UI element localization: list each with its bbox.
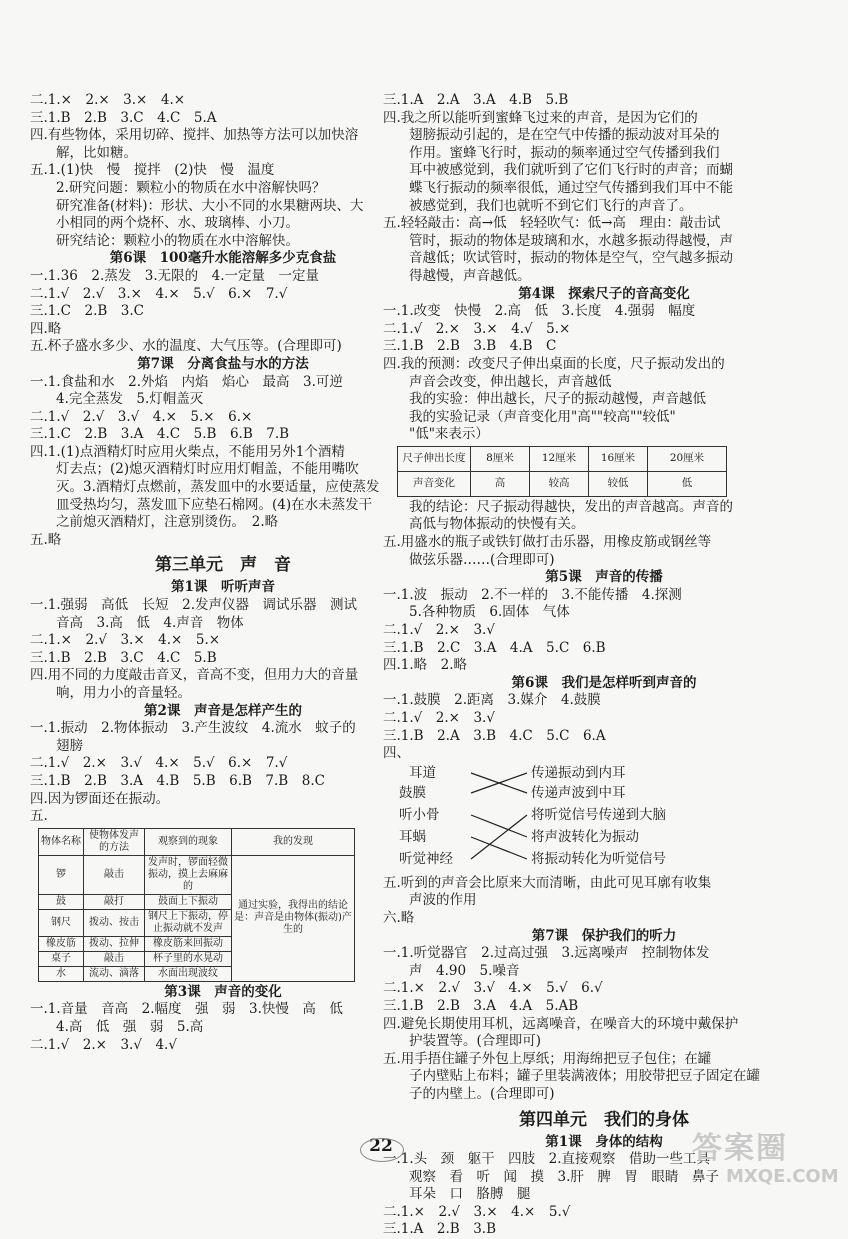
answer-line: 我的结论：尺子振动得越快，发出的声音越高。声音的 — [409, 498, 733, 515]
table-cell: 橡皮筋来回振动 — [145, 936, 232, 951]
answer-line: 一.1.36 2.蒸发 3.无限的 4.一定量 一定量 — [30, 267, 319, 284]
unit-heading: 第四单元 我们的身体 — [519, 1109, 689, 1130]
answer-line: 四.避免长期使用耳机，远离噪音，在噪音大的环境中戴保护 — [383, 1015, 739, 1032]
answer-line: 二.1.× 2.√ 3.× 4.× 5.× — [30, 632, 221, 649]
answer-line: 一.1.音量 音高 2.幅度 强 弱 3.快慢 高 低 — [30, 1001, 343, 1018]
pitch-record-table — [397, 446, 727, 497]
lesson-heading: 第5课 声音的传播 — [545, 569, 663, 586]
page-number: 22 — [364, 1136, 398, 1162]
match-line — [471, 837, 527, 859]
answer-line: 作用。蜜蜂飞行时，振动的频率通过空气传播到我们 — [409, 144, 720, 161]
answer-line: 二.1.√ 2.× 3.× 4.√ 5.× — [383, 320, 571, 337]
match-right-item: 将声波转化为振动 — [531, 828, 639, 845]
table-cell: 钢尺上下振动，停止振动就不发声 — [145, 909, 232, 936]
answer-line: 灭。3.酒精灯点燃前，蒸发皿中的水要适量，应使蒸发 — [56, 479, 380, 496]
answer-line: 三.1.B 2.B 3.B 4.B C — [383, 338, 557, 355]
table-cell: 拨动、按击 — [84, 909, 145, 936]
lesson-heading: 第6课 我们是怎样听到声音的 — [511, 674, 697, 691]
answer-line: 音高 3.高 低 4.声音 物体 — [56, 614, 244, 631]
answer-line: 二.1.× 2.× 3.× 4.× — [30, 92, 186, 108]
answer-line: 五.听到的声音会比原来大而清晰，由此可见耳廓有收集 — [383, 874, 712, 891]
answer-line: 二.1.× 2.√ 3.× 4.× 5.√ — [383, 1203, 571, 1220]
table-cell: 16厘米 — [589, 446, 648, 471]
answer-line: 声音会改变，伸出越长，声音越低 — [409, 373, 612, 390]
answer-line: 我的实验：伸出越长，尺子的振动越慢，声音越低 — [409, 391, 706, 408]
answer-line: 五.轻轻敲击：高→低 轻轻吹气：低→高 理由：敲击试 — [383, 215, 721, 232]
match-right-item: 将振动转化为听觉信号 — [531, 850, 666, 867]
answer-line: 二.1.√ 2.√ 3.× 4.× 5.√ 6.× 7.√ — [30, 285, 288, 302]
answer-line: 六.略 — [383, 909, 415, 926]
answer-line: 研究准备(材料)：形状、大小不同的水果糖两块、大 — [56, 197, 364, 214]
answer-line: 高低与物体振动的快慢有关。 — [409, 516, 585, 533]
table-cell: 钢尺 — [39, 909, 84, 936]
match-left-item: 鼓膜 — [399, 784, 426, 801]
answer-line: 皿受热均匀，蒸发皿下应垫石棉网。(4)在水未蒸发干 — [56, 496, 373, 513]
answer-line: 蝶飞行振动的频率很低，通过空气传播到我们耳中不能 — [409, 179, 733, 196]
answer-line: 五.略 — [30, 531, 62, 548]
answer-line: 一.1.食盐和水 2.外焰 内焰 焰心 最高 3.可逆 — [30, 373, 343, 390]
table-cell: 桌子 — [39, 951, 84, 966]
match-right-item: 传递振动到内耳 — [531, 764, 626, 781]
answer-line: 五.用手捂住罐子外包上厚纸；用海绵把豆子包住；在罐 — [383, 1050, 712, 1067]
table-cell: 较高 — [530, 471, 589, 496]
table-cell: 低 — [648, 471, 727, 496]
match-left-item: 耳蜗 — [399, 828, 426, 845]
table-cell-finding: 通过实验，我得出的结论是：声音是由物体(振动)产生的 — [232, 855, 355, 981]
answer-line: 耳中被感觉到，我们就听到了它们飞行时的声音；而蝴 — [409, 162, 733, 179]
table-cell: 橡皮筋 — [39, 936, 84, 951]
table-header-row — [39, 828, 355, 855]
answer-line: 音越低；吹试管时，振动的物体是空气，空气越多振动 — [409, 250, 733, 267]
answer-line: 一.1.听觉器官 2.过高过强 3.远离噪声 控制物体发 — [383, 945, 710, 962]
match-left-item: 听觉神经 — [399, 850, 453, 867]
answer-line: 耳朵 口 胳膊 腿 — [409, 1186, 531, 1203]
answer-line: 三.1.B 2.B 3.A 4.B 5.B 6.B 7.B 8.C — [30, 772, 325, 789]
match-right-item: 传递声波到中耳 — [531, 784, 626, 801]
answer-line: 翅膀振动引起的，是在空气中传播的振动波对耳朵的 — [409, 127, 720, 144]
answer-line: 三.1.B 2.A 3.B 4.C 5.C 6.A — [383, 727, 606, 744]
answer-line: 之前熄灭酒精灯，注意别烫伤。 2.略 — [56, 514, 279, 531]
answer-line: 二.1.√ 2.× 3.√ — [383, 622, 495, 639]
answer-line: 护装置等。(合理即可) — [409, 1033, 542, 1050]
table-cell: 水面出现波纹 — [145, 966, 232, 981]
answer-line: 三.1.B 2.B 3.A 4.A 5.AB — [383, 997, 579, 1014]
watermark-title: 答案圈 — [692, 1131, 788, 1166]
left-column — [30, 92, 416, 1054]
answer-line: 三.1.B 2.C 3.A 4.A 5.C 6.B — [383, 639, 606, 656]
unit-heading: 第三单元 声 音 — [155, 555, 291, 576]
table-header-cell: 物体名称 — [39, 828, 84, 855]
answer-line: 五.杯子盛水多少、水的温度、大气压等。(合理即可) — [30, 338, 342, 355]
answer-line: 翅膀 — [56, 737, 83, 754]
table-cell: 敲打 — [84, 894, 145, 909]
lesson-heading: 第3课 声音的变化 — [164, 983, 282, 1000]
answer-line: 三.1.B 2.B 3.C 4.C 5.A — [30, 109, 217, 126]
table-header-cell: 我的发现 — [232, 828, 355, 855]
answer-line: 四.1.略 2.略 — [383, 657, 468, 674]
answer-line: 二.1.√ 2.× 3.√ — [383, 710, 495, 726]
answer-line: 四.有些物体，采用切碎、搅拌、加热等方法可以加快溶 — [30, 127, 359, 144]
answer-line: 一.1.头 颈 躯干 四肢 2.直接观察 借助一些工具 — [383, 1151, 711, 1168]
table-cell: 20厘米 — [648, 446, 727, 471]
answer-line: 四.我的预测：改变尺子伸出桌面的长度，尺子振动发出的 — [383, 355, 725, 372]
answer-line: 四.因为锣面还在振动。 — [30, 790, 170, 807]
table-cell: 敲击 — [84, 951, 145, 966]
answer-line: 一.1.波 振动 2.不一样的 3.不能传播 4.探测 — [383, 586, 682, 603]
answer-line: 4.完全蒸发 5.灯帽盖灭 — [56, 391, 204, 408]
answer-line: 五.用盛水的瓶子或铁钉做打击乐器，用橡皮筋或钢丝等 — [383, 534, 712, 551]
table-cell: 锣 — [39, 855, 84, 894]
table-cell: 8厘米 — [471, 446, 530, 471]
match-line — [471, 815, 527, 859]
answer-line: 四、 — [383, 745, 410, 762]
answer-line: 二.1.√ 2.× 3.√ 4.√ — [30, 1036, 177, 1053]
lesson-heading: 第1课 听听声音 — [171, 579, 275, 596]
table-cell: 水 — [39, 966, 84, 981]
answer-line: 一.1.强弱 高低 长短 2.发声仪器 调试乐器 测试 — [30, 597, 358, 614]
lesson-heading: 第7课 分离食盐与水的方法 — [137, 355, 309, 372]
answer-line: 声波的作用 — [409, 892, 477, 909]
table-cell: 发声时，锣面轻微振动，摸上去麻麻的 — [145, 855, 232, 894]
answer-line: 二.1.√ 2.× 3.√ 4.× 5.√ 6.× 7.√ — [30, 755, 288, 772]
answer-line: 观察 看 听 闻 摸 3.肝 脾 胃 眼睛 鼻子 — [409, 1168, 719, 1185]
watermark-url: MXQE.COM — [726, 1166, 839, 1187]
answer-line: 四.用不同的力度敲击音叉，音高不变，但用力大的音量 — [30, 667, 359, 684]
answer-line: 一.1.改变 快慢 2.高 低 3.长度 4.强弱 幅度 — [383, 303, 696, 320]
answer-line: 一.1.振动 2.物体振动 3.产生波纹 4.流水 蚊子的 — [30, 720, 356, 737]
table-cell: 拨动、拉伸 — [84, 936, 145, 951]
answer-line: 二.1.× 2.√ 3.√ 4.× 5.√ 6.√ — [383, 980, 603, 997]
table-row — [39, 855, 355, 894]
answer-line: 响，用力小的音量轻。 — [56, 685, 191, 701]
answer-line: 灯去点；(2)熄灭酒精灯时应用灯帽盖，不能用嘴吹 — [56, 461, 359, 478]
table-cell: 杯子里的水晃动 — [145, 951, 232, 966]
answer-line: 三.1.C 2.B 3.C — [30, 303, 145, 320]
ear-matching-diagram — [399, 763, 825, 875]
answer-line: 子的内壁上。(合理即可) — [409, 1085, 555, 1102]
answer-line: 得越慢，声音越低。 — [409, 267, 531, 284]
answer-line: 我的实验记录（声音变化用"高""较高""较低" — [409, 408, 676, 425]
table-cell: 流动、滴落 — [84, 966, 145, 981]
answer-line: 二.1.√ 2.√ 3.√ 4.× 5.× 6.× — [30, 408, 253, 425]
answer-line: 被感觉到，我们也就听不到它们飞行的声音了。 — [409, 197, 693, 214]
table-header-cell: 声音变化 — [398, 471, 471, 496]
answer-line: 四.略 — [30, 320, 62, 337]
site-watermark — [692, 1132, 842, 1196]
answer-line: 小相同的两个烧杯、水、玻璃棒、小刀。 — [56, 215, 299, 232]
match-right-item: 将听觉信号传递到大脑 — [531, 806, 666, 823]
lesson-heading: 第1课 身体的结构 — [545, 1133, 663, 1150]
lesson-heading: 第7课 保护我们的听力 — [531, 927, 677, 944]
answer-line: 研究结论：颗粒小的物质在水中溶解快。 — [56, 232, 299, 249]
answer-line: 做弦乐器……(合理即可) — [409, 551, 555, 568]
answer-line: 三.1.B 2.B 3.C 4.C 5.B — [30, 649, 217, 666]
match-line — [471, 815, 527, 837]
answer-line: 子内壁贴上布料；罐子里装满液体；用胶带把豆子固定在罐 — [409, 1068, 760, 1085]
answer-line: 4.高 低 强 弱 5.高 — [56, 1018, 204, 1035]
match-left-item: 听小骨 — [399, 806, 440, 823]
table-cell: 12厘米 — [530, 446, 589, 471]
match-left-item: 耳道 — [409, 764, 436, 781]
table-cell: 鼓 — [39, 894, 84, 909]
answer-line: 声 4.90 5.噪音 — [409, 962, 520, 979]
table-header-cell: 观察到的现象 — [145, 828, 232, 855]
table-cell: 鼓面上下振动 — [145, 894, 232, 909]
answer-line: 解，比如糖。 — [56, 144, 137, 161]
table-header-cell: 尺子伸出长度 — [398, 446, 471, 471]
answer-line: 五.1.(1)快 慢 搅拌 (2)快 慢 温度 — [30, 162, 275, 179]
answer-line: 管时，振动的物体是玻璃和水，水越多振动得越慢，声 — [409, 232, 733, 249]
answer-line: 三.1.A 2.A 3.A 4.B 5.B — [383, 92, 569, 108]
lesson-heading: 第2课 声音是怎样产生的 — [144, 702, 302, 719]
table-row — [398, 471, 727, 496]
table-cell: 高 — [471, 471, 530, 496]
table-cell: 敲击 — [84, 855, 145, 894]
lesson-heading: 第4课 探索尺子的音高变化 — [518, 285, 690, 302]
right-column — [383, 92, 825, 1239]
answer-line: 5.各种物质 6.固体 气体 — [409, 604, 570, 621]
table-cell: 较低 — [589, 471, 648, 496]
answer-line: 四.我之所以能听到蜜蜂飞过来的声音，是因为它们的 — [383, 109, 698, 126]
table-header-cell: 使物体发声的方法 — [84, 828, 145, 855]
answer-line: "低"来表示） — [409, 426, 489, 443]
answer-line: 五. — [30, 808, 48, 825]
answer-line: 四.1.(1)点酒精灯时应用火柴点，不能用另外1个酒精 — [30, 443, 345, 460]
answer-line: 一.1.鼓膜 2.距离 3.媒介 4.鼓膜 — [383, 692, 601, 709]
observation-table — [38, 828, 355, 982]
answer-line: 三.1.C 2.B 3.A 4.C 5.B 6.B 7.B — [30, 426, 290, 443]
table-row — [398, 446, 727, 471]
lesson-heading: 第6课 100毫升水能溶解多少克食盐 — [109, 250, 337, 267]
answer-line: 2.研究问题：颗粒小的物质在水中溶解快吗？ — [56, 179, 326, 196]
answer-line: 三.1.A 2.B 3.B — [383, 1221, 497, 1238]
